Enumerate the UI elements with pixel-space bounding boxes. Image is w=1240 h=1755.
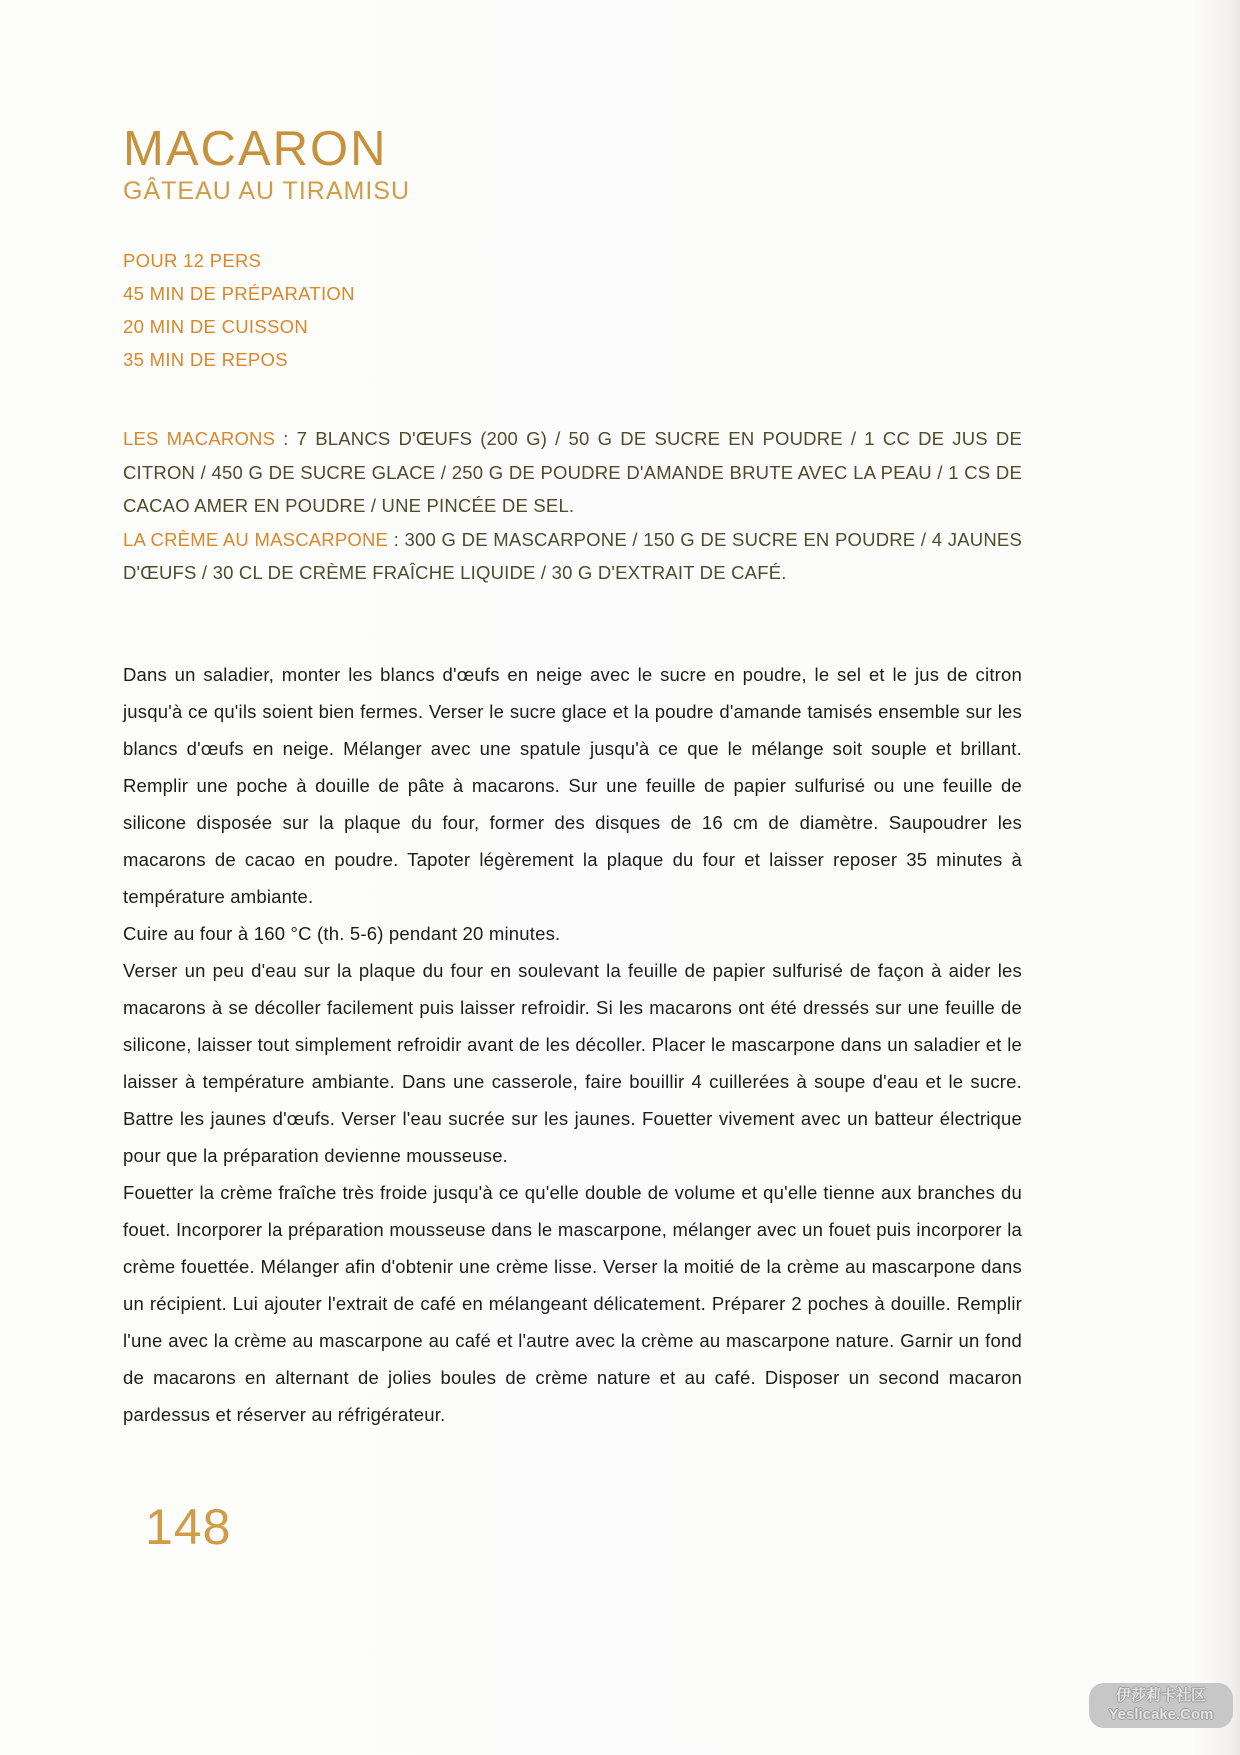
page-content <box>123 0 1022 1433</box>
ingredients-cream <box>123 523 1022 590</box>
ingredients-macarons-label: LES MACARONS <box>123 428 276 450</box>
watermark-badge <box>1089 1683 1233 1728</box>
recipe-info-block <box>123 244 1022 376</box>
servings-line: POUR 12 PERS <box>123 250 262 272</box>
ingredients-macarons <box>123 422 1022 523</box>
instructions-paragraph: Verser un peu d'eau sur la plaque du four en soulevant la feuille de papier sulfurisé de façon à aider les macarons à se décoller facilement puis laisser refroidir. Si les macarons ont été dressés sur une feuille de silicone, laisser tout simplement refroidir avant de les décoller. Placer le mascarpone dans un saladier et le laisser à température ambiante. Dans une casserole, faire bouillir 4 cuillerées à soupe d'eau et le sucre. Battre les jaunes d'œufs. Verser l'eau sucrée sur les jaunes. Fouetter vivement avec un batteur électrique pour que la préparation devienne mousseuse. <box>123 959 1022 1166</box>
ingredients-macarons-text: 7 BLANCS D'ŒUFS (200 G) / 50 G DE SUCRE EN POUDRE / 1 CC DE JUS DE CITRON / 450 G DE SUCRE GLACE / 250 G DE POUDRE D'AMANDE BRUTE AVEC LA PEAU / 1 CS DE CACAO AMER EN POUDRE / UNE PINCÉE DE SEL. <box>123 428 1022 517</box>
cook-time-line: 20 MIN DE CUISSON <box>123 316 308 338</box>
ingredients-cream-text: 300 G DE MASCARPONE / 150 G DE SUCRE EN POUDRE / 4 JAUNES D'ŒUFS / 30 CL DE CRÈME FRAÎCHE LIQUIDE / 30 G D'EXTRAIT DE CAFÉ. <box>123 528 1022 584</box>
rest-time-line: 35 MIN DE REPOS <box>123 349 288 371</box>
ingredients-cream-separator: : <box>388 528 405 550</box>
watermark-url-text: Yeslicake.Com <box>1108 1705 1214 1723</box>
instructions-paragraph: Fouetter la crème fraîche très froide jusqu'à ce qu'elle double de volume et qu'elle tienne aux branches du fouet. Incorporer la préparation mousseuse dans le mascarpone, mélanger avec un fouet puis incorporer la crème fouettée. Mélanger afin d'obtenir une crème lisse. Verser la moitié de la crème au mascarpone dans un récipient. Lui ajouter l'extrait de café en mélangeant délicatement. Préparer 2 poches à douille. Remplir l'une avec la crème au mascarpone au café et l'autre avec la crème au mascarpone nature. Garnir un fond de macarons en alternant de jolies boules de crème nature et au café. Disposer un second macaron pardessus et réserver au réfrigérateur. <box>123 1181 1022 1425</box>
watermark-chinese-text: 伊莎莉卡社区 <box>1115 1686 1206 1704</box>
ingredients-cream-label: LA CRÈME AU MASCARPONE <box>123 528 389 550</box>
ingredients-macarons-separator: : <box>275 428 297 450</box>
instructions-section <box>123 656 1022 1433</box>
recipe-title: MACARON <box>123 122 388 176</box>
recipe-subtitle: GÂTEAU AU TIRAMISU <box>123 177 411 206</box>
prep-time-line: 45 MIN DE PRÉPARATION <box>123 283 355 305</box>
instructions-paragraph: Dans un saladier, monter les blancs d'œufs en neige avec le sucre en poudre, le sel et le jus de citron jusqu'à ce qu'ils soient bien fermes. Verser le sucre glace et la poudre d'amande tamisés ensemble sur les blancs d'œufs en neige. Mélanger avec une spatule jusqu'à ce que le mélange soit souple et brillant. Remplir une poche à douille de pâte à macarons. Sur une feuille de papier sulfurisé ou une feuille de silicone disposée sur la plaque du four, former des disques de 16 cm de diamètre. Saupoudrer les macarons de cacao en poudre. Tapoter légèrement la plaque du four et laisser reposer 35 minutes à température ambiante. <box>123 663 1022 907</box>
instructions-paragraph: Cuire au four à 160 °C (th. 5-6) pendant 20 minutes. <box>123 922 561 944</box>
page-number: 148 <box>145 1499 232 1555</box>
ingredients-section <box>123 422 1022 590</box>
